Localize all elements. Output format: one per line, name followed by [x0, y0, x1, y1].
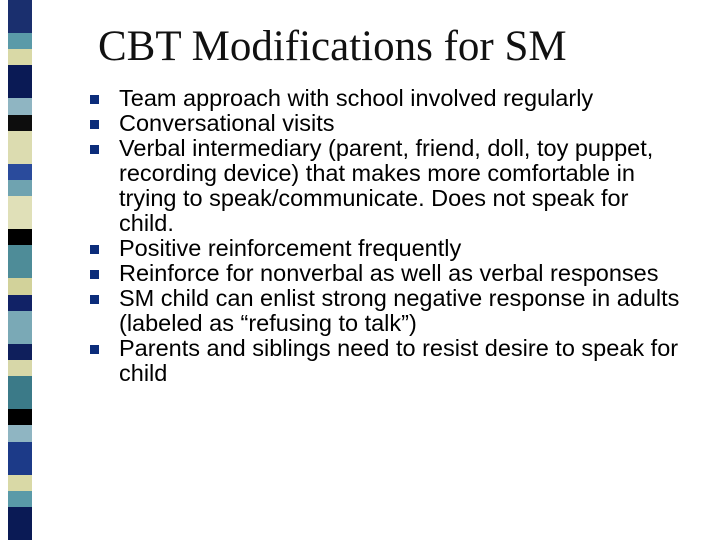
bullet-text: Conversational visits: [119, 110, 335, 136]
square-bullet-icon: [90, 270, 99, 279]
bullet-text: Parents and siblings need to resist desire to speak for child: [119, 335, 679, 386]
stripe-segment: [8, 311, 32, 344]
bullet-text: SM child can enlist strong negative response in adults (labeled as “refusing to talk”): [119, 285, 680, 336]
stripe-segment: [8, 245, 32, 278]
decorative-stripe-bar: [8, 0, 32, 540]
bullet-item: [90, 261, 679, 286]
bullet-text: Positive reinforcement frequently: [119, 235, 462, 261]
stripe-segment: [8, 33, 32, 49]
bullet-text: Team approach with school involved regularly: [119, 85, 594, 111]
bullet-item: [90, 111, 710, 136]
stripe-segment: [8, 376, 32, 409]
stripe-segment: [8, 344, 32, 360]
stripe-segment: [8, 491, 32, 507]
bullet-text: Reinforce for nonverbal as well as verbal responses: [119, 260, 659, 286]
bullet-text: Verbal intermediary (parent, friend, doll, toy puppet, recording device) that makes more comfortable in trying to speak/communicate. Does not speak for child.: [119, 135, 654, 236]
bullet-item: [90, 286, 719, 336]
stripe-segment: [8, 164, 32, 180]
bullet-list: [90, 86, 710, 386]
bullet-item: [90, 86, 710, 111]
stripe-segment: [8, 115, 32, 131]
stripe-segment: [8, 409, 32, 425]
stripe-segment: [8, 442, 32, 475]
bullet-item: [90, 136, 679, 236]
stripe-segment: [8, 65, 32, 98]
stripe-segment: [8, 98, 32, 114]
stripe-segment: [8, 507, 32, 540]
slide-title: CBT Modifications for SM: [98, 23, 567, 70]
stripe-segment: [8, 425, 32, 441]
stripe-segment: [8, 229, 32, 245]
square-bullet-icon: [90, 145, 99, 154]
square-bullet-icon: [90, 245, 99, 254]
stripe-segment: [8, 475, 32, 491]
stripe-segment: [8, 0, 32, 33]
square-bullet-icon: [90, 95, 99, 104]
stripe-segment: [8, 295, 32, 311]
bullet-item: [90, 336, 709, 386]
stripe-segment: [8, 196, 32, 229]
square-bullet-icon: [90, 345, 99, 354]
stripe-segment: [8, 278, 32, 294]
stripe-segment: [8, 49, 32, 65]
stripe-segment: [8, 131, 32, 164]
stripe-segment: [8, 180, 32, 196]
stripe-segment: [8, 360, 32, 376]
bullet-item: [90, 236, 710, 261]
square-bullet-icon: [90, 295, 99, 304]
square-bullet-icon: [90, 120, 99, 129]
